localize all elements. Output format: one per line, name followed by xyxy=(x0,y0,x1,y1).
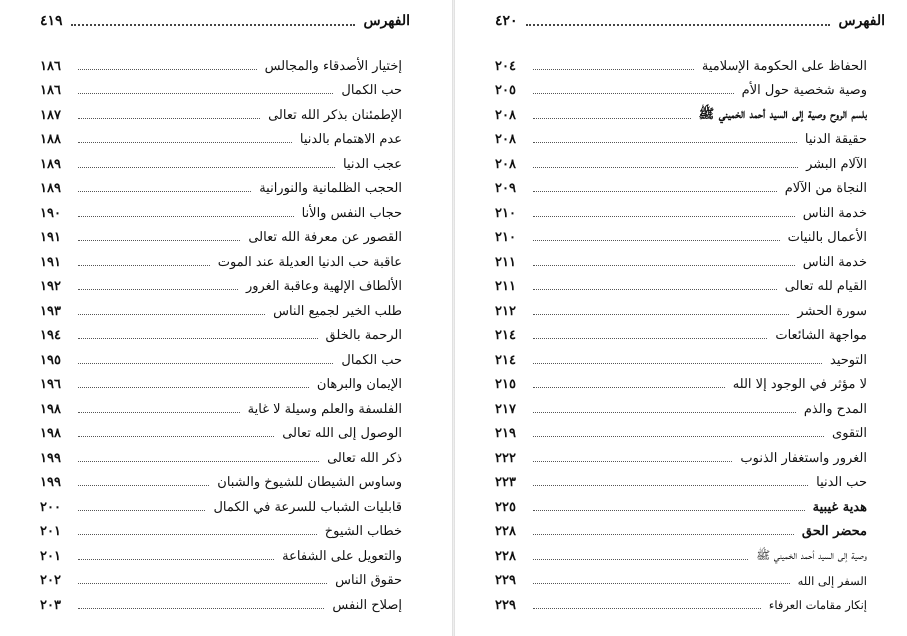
leader-dots xyxy=(533,289,777,290)
leader-dots xyxy=(533,93,734,94)
index-entry-label: القصور عن معرفة الله تعالى xyxy=(248,230,402,246)
leader-dots xyxy=(78,412,240,413)
index-entry xyxy=(495,250,867,275)
index-entry xyxy=(495,152,867,177)
index-entry xyxy=(495,226,867,251)
leader-dots xyxy=(533,314,789,315)
index-entry-label: حقوق الناس xyxy=(335,573,402,589)
index-entry-page-number: ٢٠٨ xyxy=(495,107,516,123)
index-entry-label: إنكار مقامات العرفاء xyxy=(768,598,867,613)
index-entry-page-number: ٢١٧ xyxy=(495,401,516,417)
index-entry-label: خدمة الناس xyxy=(802,205,867,221)
index-entry xyxy=(495,422,867,447)
index-entry-label: وساوس الشيطان للشيوخ والشبان xyxy=(217,475,402,491)
leader-dots xyxy=(78,289,238,290)
leader-dots xyxy=(78,240,240,241)
index-entry-page-number: ١٨٦ xyxy=(40,83,61,99)
index-entry xyxy=(40,373,402,398)
index-entry-label: السفر إلى الله xyxy=(797,573,867,588)
leader-dots xyxy=(78,485,209,486)
index-entry xyxy=(495,201,867,226)
index-entry-page-number: ١٨٦ xyxy=(40,58,61,74)
index-entry xyxy=(495,495,867,520)
leader-dots xyxy=(78,534,317,535)
index-entry xyxy=(40,103,402,128)
index-entry-page-number: ١٨٩ xyxy=(40,156,61,172)
leader-dots xyxy=(78,461,319,462)
index-entry xyxy=(40,54,402,79)
index-entry xyxy=(495,520,867,545)
leader-dots xyxy=(78,314,265,315)
index-entry xyxy=(40,544,402,569)
index-entry xyxy=(495,569,867,594)
index-entry-page-number: ٢٠٢ xyxy=(40,573,61,589)
index-entry-page-number: ٢٠٤ xyxy=(495,58,516,74)
index-entry-page-number: ٢٠٨ xyxy=(495,156,516,172)
leader-dots xyxy=(533,216,795,217)
leader-dots xyxy=(533,191,777,192)
leader-dots xyxy=(78,608,324,609)
leader-dots xyxy=(78,338,318,339)
index-entry xyxy=(495,593,867,618)
index-entry-label: محضر الحق xyxy=(801,524,867,540)
leader-dots xyxy=(533,363,822,364)
leader-dots xyxy=(533,461,732,462)
index-entry xyxy=(495,544,867,569)
index-entry xyxy=(495,177,867,202)
leader-dots xyxy=(78,265,210,266)
header-leader-dots xyxy=(71,24,356,26)
index-entry-label: الغرور واستغفار الذنوب xyxy=(740,450,867,466)
index-entry xyxy=(495,54,867,79)
index-entry-page-number: ١٩١ xyxy=(40,230,61,246)
index-entry-page-number: ١٩٩ xyxy=(40,475,61,491)
index-entry-page-number: ٢٠٣ xyxy=(40,597,61,613)
index-entry-label: التقوى xyxy=(832,426,867,442)
index-entry-label: حجاب النفس والأنا xyxy=(301,205,402,221)
leader-dots xyxy=(533,167,798,168)
index-entry-label: الألطاف الإلهية وعاقبة الغرور xyxy=(245,279,402,295)
left-header-title: الفهرس xyxy=(363,13,410,29)
index-entry xyxy=(40,79,402,104)
index-entry-label: وصية شخصية حول الأم xyxy=(741,83,867,99)
index-entry-page-number: ١٨٨ xyxy=(40,132,61,148)
index-entry-page-number: ١٩٠ xyxy=(40,205,61,221)
leader-dots xyxy=(533,485,808,486)
leader-dots xyxy=(533,265,795,266)
leader-dots xyxy=(78,69,257,70)
index-entry-page-number: ٢٠٠ xyxy=(40,499,61,515)
index-entry xyxy=(40,324,402,349)
index-entry-label: إختيار الأصدقاء والمجالس xyxy=(264,58,402,74)
index-entry-label: إصلاح النفس xyxy=(332,597,402,613)
index-entry xyxy=(40,275,402,300)
index-entry-label: طلب الخير لجميع الناس xyxy=(273,303,402,319)
index-entry xyxy=(40,128,402,153)
right-header-title: الفهرس xyxy=(838,13,885,29)
leader-dots xyxy=(533,412,796,413)
index-entry-label: والتعويل على الشفاعة xyxy=(282,548,402,564)
index-entry-label: عجب الدنيا xyxy=(343,156,402,172)
index-entry-page-number: ١٩٤ xyxy=(40,328,61,344)
index-entry-page-number: ٢١٩ xyxy=(495,426,516,442)
leader-dots xyxy=(533,559,748,560)
index-entry xyxy=(40,569,402,594)
leader-dots xyxy=(533,338,767,339)
index-entry-page-number: ١٩١ xyxy=(40,254,61,270)
left-header-page-number: ٤١٩ xyxy=(40,13,63,29)
index-entry xyxy=(495,128,867,153)
index-entry xyxy=(40,177,402,202)
index-entry-page-number: ٢٠٥ xyxy=(495,83,516,99)
leader-dots xyxy=(533,118,691,119)
leader-dots xyxy=(78,387,309,388)
leader-dots xyxy=(78,216,294,217)
header-leader-dots xyxy=(526,24,831,26)
index-entry-page-number: ٢١١ xyxy=(495,279,516,295)
index-entry-label: هدية غيبية xyxy=(812,499,867,515)
index-entry xyxy=(40,446,402,471)
index-entry xyxy=(40,226,402,251)
index-entry-label: النجاة من الآلام xyxy=(784,181,867,197)
index-entry xyxy=(495,79,867,104)
index-entry xyxy=(495,446,867,471)
index-entry-label: بلسم الروح وصية إلى السيد أحمد الخميني ﷺ xyxy=(698,106,867,122)
left-page xyxy=(0,0,452,636)
leader-dots xyxy=(533,510,805,511)
index-entry-label: القيام لله تعالى xyxy=(784,279,867,295)
index-entry-page-number: ٢٠٩ xyxy=(495,181,516,197)
leader-dots xyxy=(78,93,333,94)
index-entry-label: عاقبة حب الدنيا العديلة عند الموت xyxy=(217,254,402,270)
leader-dots xyxy=(533,608,761,609)
index-entry-label: الآلام البشر xyxy=(806,156,867,172)
index-entry-page-number: ١٩٨ xyxy=(40,401,61,417)
index-entry-label: لا مؤثر في الوجود إلا الله xyxy=(732,377,867,393)
leader-dots xyxy=(78,142,292,143)
index-entry-label: ذكر الله تعالى xyxy=(327,450,402,466)
index-entry-label: الإيمان والبرهان xyxy=(316,377,402,393)
index-entry-label: الرحمة بالخلق xyxy=(325,328,402,344)
index-entry-page-number: ٢١٢ xyxy=(495,303,516,319)
index-entry-page-number: ١٩٢ xyxy=(40,279,61,295)
index-entry xyxy=(495,373,867,398)
index-entry-label: خدمة الناس xyxy=(802,254,867,270)
leader-dots xyxy=(78,436,274,437)
index-entry-label: قابليات الشباب للسرعة في الكمال xyxy=(213,499,402,515)
index-entry-page-number: ١٩٨ xyxy=(40,426,61,442)
index-entry xyxy=(495,397,867,422)
index-entry-label: الفلسفة والعلم وسيلة لا غاية xyxy=(247,401,402,417)
index-entry-page-number: ٢٢٨ xyxy=(495,524,516,540)
index-entry xyxy=(40,495,402,520)
index-entry-label: حب الكمال xyxy=(341,352,402,368)
index-entry-label: سورة الحشر xyxy=(797,303,867,319)
index-entry xyxy=(495,324,867,349)
index-entry-label: الحفاظ على الحكومة الإسلامية xyxy=(701,58,867,74)
leader-dots xyxy=(533,534,794,535)
index-entry xyxy=(495,103,867,128)
leader-dots xyxy=(78,583,327,584)
index-entry-page-number: ٢٠١ xyxy=(40,524,61,540)
leader-dots xyxy=(533,583,790,584)
index-entry-label: الأعمال بالنيات xyxy=(787,230,867,246)
index-entry xyxy=(40,593,402,618)
index-entry-label: حب الدنيا xyxy=(816,475,867,491)
index-entry-page-number: ٢٢٣ xyxy=(495,475,516,491)
index-entry xyxy=(40,422,402,447)
index-entry-page-number: ٢٢٩ xyxy=(495,573,516,589)
index-entry xyxy=(495,471,867,496)
index-entry xyxy=(40,348,402,373)
index-entry xyxy=(40,397,402,422)
leader-dots xyxy=(78,363,333,364)
leader-dots xyxy=(533,142,797,143)
leader-dots xyxy=(78,510,205,511)
index-entry-label: عدم الاهتمام بالدنيا xyxy=(299,132,402,148)
index-entry-label: حب الكمال xyxy=(341,83,402,99)
left-page-header xyxy=(40,10,410,32)
index-entry xyxy=(40,250,402,275)
index-entry xyxy=(495,348,867,373)
index-entry xyxy=(495,275,867,300)
index-entry-page-number: ٢١٠ xyxy=(495,230,516,246)
index-entry xyxy=(40,520,402,545)
index-entry-label: خطاب الشيوخ xyxy=(324,524,402,540)
index-entry-page-number: ١٩٦ xyxy=(40,377,61,393)
right-page-header xyxy=(495,10,885,32)
leader-dots xyxy=(533,240,780,241)
leader-dots xyxy=(78,118,260,119)
index-entry-page-number: ١٩٥ xyxy=(40,352,61,368)
index-entry xyxy=(40,471,402,496)
index-entry-page-number: ١٩٩ xyxy=(40,450,61,466)
index-entry-page-number: ٢١٠ xyxy=(495,205,516,221)
index-entry-page-number: ٢١٥ xyxy=(495,377,516,393)
index-entry-page-number: ٢٢٥ xyxy=(495,499,516,515)
left-index-list xyxy=(40,54,402,618)
right-page xyxy=(455,0,907,636)
index-entry-label: حقيقة الدنيا xyxy=(804,132,867,148)
index-entry-page-number: ٢٢٢ xyxy=(495,450,516,466)
index-entry-label: مواجهة الشائعات xyxy=(775,328,867,344)
leader-dots xyxy=(78,559,274,560)
index-entry-page-number: ١٨٩ xyxy=(40,181,61,197)
index-entry-page-number: ٢٢٩ xyxy=(495,597,516,613)
index-entry xyxy=(495,299,867,324)
leader-dots xyxy=(78,167,335,168)
index-entry-page-number: ٢١١ xyxy=(495,254,516,270)
index-entry-label: وصية إلى السيد أحمد الخميني ﷺ xyxy=(756,547,867,562)
leader-dots xyxy=(533,69,694,70)
index-entry-label: الحجب الظلمانية والنورانية xyxy=(259,181,402,197)
index-entry-page-number: ٢٢٨ xyxy=(495,548,516,564)
index-entry-page-number: ٢٠٨ xyxy=(495,132,516,148)
index-entry-label: المدح والذم xyxy=(803,401,867,417)
index-entry-label: التوحيد xyxy=(830,352,867,368)
index-entry-label: الإطمئنان بذكر الله تعالى xyxy=(268,107,402,123)
right-header-page-number: ٤٢٠ xyxy=(495,13,518,29)
index-entry xyxy=(40,201,402,226)
index-entry-page-number: ١٩٣ xyxy=(40,303,61,319)
index-entry-page-number: ٢٠١ xyxy=(40,548,61,564)
right-index-list xyxy=(495,54,867,618)
index-entry-page-number: ٢١٤ xyxy=(495,352,516,368)
index-entry-page-number: ١٨٧ xyxy=(40,107,61,123)
leader-dots xyxy=(78,191,251,192)
index-entry-page-number: ٢١٤ xyxy=(495,328,516,344)
index-entry-label: الوصول إلى الله تعالى xyxy=(282,426,402,442)
leader-dots xyxy=(533,436,824,437)
index-entry xyxy=(40,299,402,324)
index-entry xyxy=(40,152,402,177)
leader-dots xyxy=(533,387,725,388)
